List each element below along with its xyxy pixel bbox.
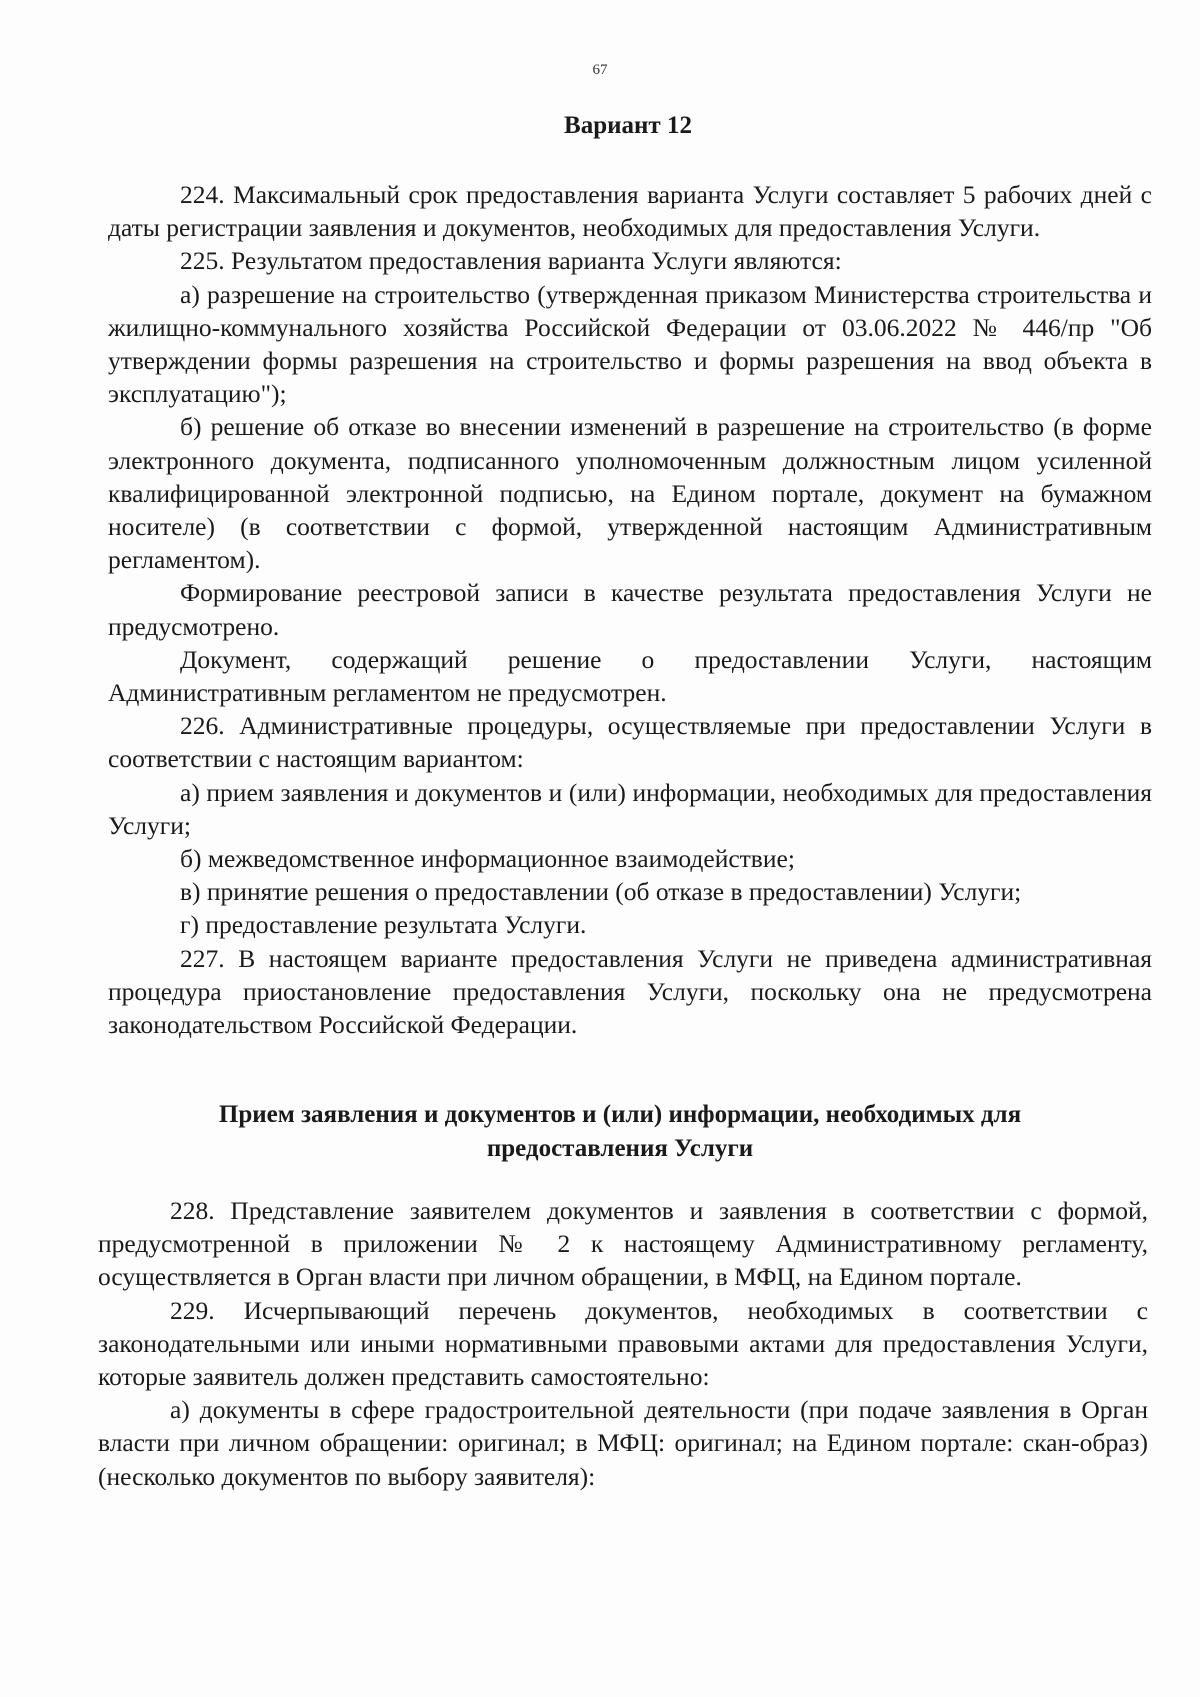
paragraph-225: 225. Результатом предоставления варианта Услуги являются:: [180, 246, 842, 276]
paragraph-225-b: б) решение об отказе во внесении изменений в разрешение на строительство (в форме электронного документа, подписанного уполномоченным должностным лицом усиленной квалифицированной электронной подписью, на Едином портале, документ на бумажном носителе) (в соответствии с формой, утвержденной настоящим Административным регламентом).: [108, 412, 1152, 575]
paragraph-226-a: а) прием заявления и документов и (или) информации, необходимых для предоставления Услуги;: [108, 777, 1152, 840]
paragraph-229-a: а) документы в сфере градостроительной деятельности (при подаче заявления в Орган власти при личном обращении: оригинал; в МФЦ: оригинал; на Едином портале: скан-образ) (несколько документов по выбору заявителя):: [98, 1395, 1148, 1491]
paragraph-229: 229. Исчерпывающий перечень документов, необходимых в соответствии с законодательными или иными нормативными правовыми актами для предоставления Услуги, которые заявитель должен представить самостоятельно:: [98, 1295, 1148, 1392]
paragraph-227: 227. В настоящем варианте предоставления Услуги не приведена административная процедура приостановление предоставления Услуги, поскольку она не предусмотрена законодательством Российской Федерации.: [108, 943, 1152, 1040]
variant-title: Вариант 12: [564, 112, 692, 139]
body-text-block-1: [108, 178, 1152, 1041]
section-title: Прием заявления и документов и (или) информации, необходимых для предоставления Услуги: [218, 1101, 1022, 1162]
paragraph-registry-record: Формирование реестровой записи в качестве результата предоставления Услуги не предусмотрено.: [108, 578, 1152, 641]
page-number: 67: [592, 62, 608, 78]
body-text-block-2: [98, 1194, 1148, 1493]
paragraph-224: 224. Максимальный срок предоставления варианта Услуги составляет 5 рабочих дней с даты регистрации заявления и документов, необходимых для предоставления Услуги.: [108, 180, 1152, 243]
paragraph-226-g: г) предоставление результата Услуги.: [180, 910, 587, 940]
paragraph-226-v: в) принятие решения о предоставлении (об отказе в предоставлении) Услуги;: [180, 877, 1022, 907]
paragraph-228: 228. Представление заявителем документов и заявления в соответствии с формой, предусмотренной в приложении № 2 к настоящему Административному регламенту, осуществляется в Орган власти при личном обращении, в МФЦ, на Едином портале.: [98, 1196, 1148, 1292]
paragraph-226: 226. Административные процедуры, осуществляемые при предоставлении Услуги в соответствии с настоящим вариантом:: [108, 711, 1152, 774]
paragraph-decision-document: Документ, содержащий решение о предоставлении Услуги, настоящим Административным регламентом не предусмотрен.: [108, 644, 1152, 708]
paragraph-226-b: б) межведомственное информационное взаимодействие;: [180, 844, 795, 874]
paragraph-225-a: а) разрешение на строительство (утвержденная приказом Министерства строительства и жилищно-коммунального хозяйства Российской Федерации от 03.06.2022 № 446/пр "Об утверждении формы разрешения на строительство и формы разрешения на ввод объекта в эксплуатацию");: [108, 279, 1152, 409]
